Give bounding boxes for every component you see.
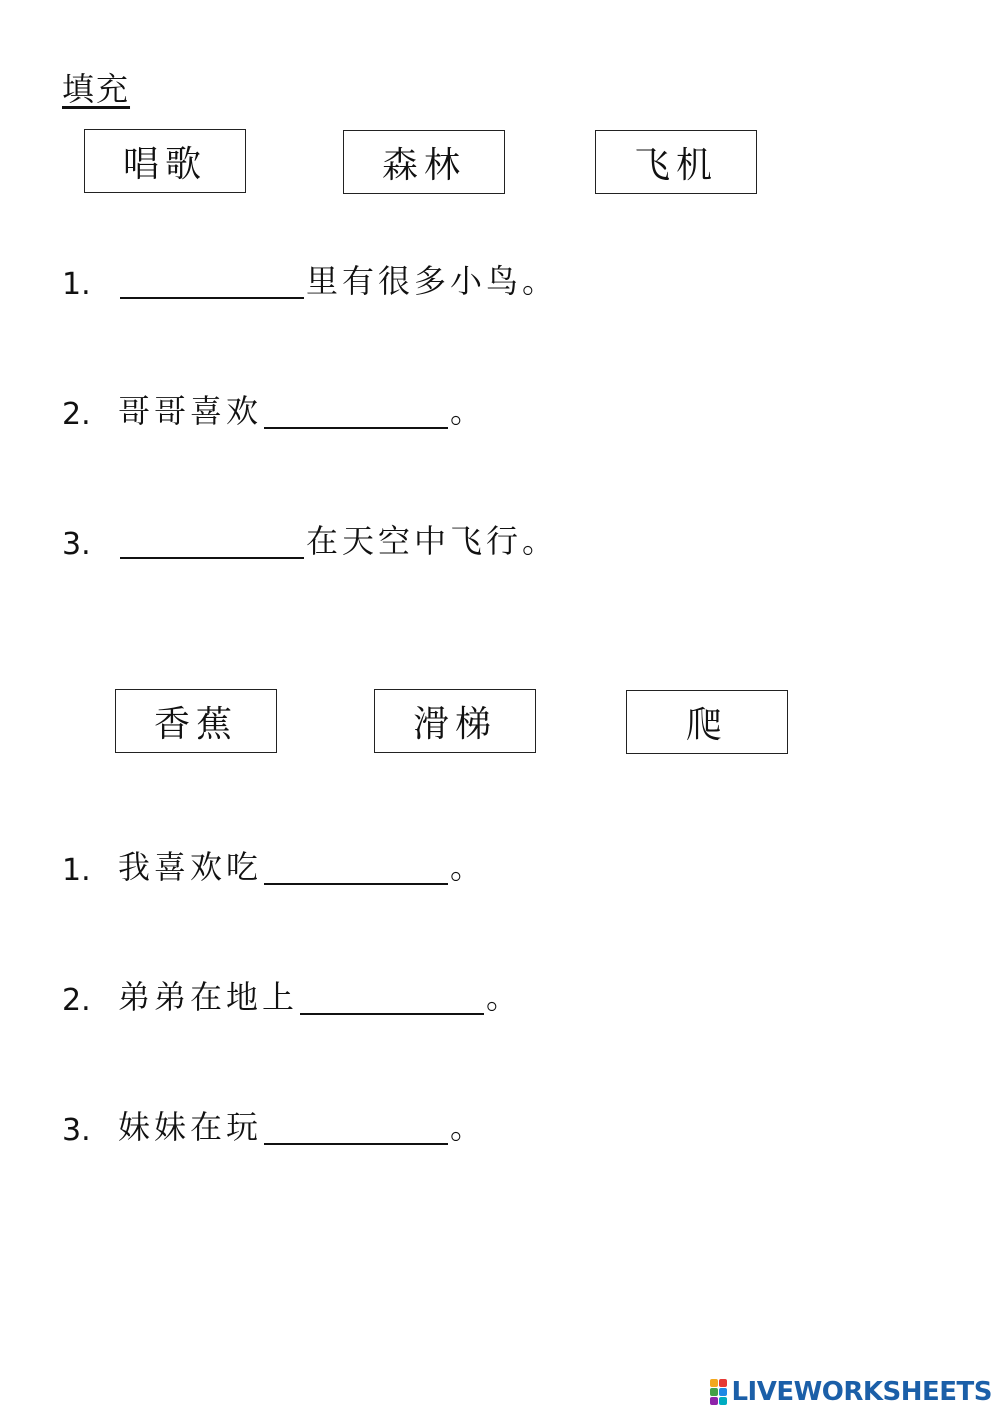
word-bank-item: 唱歌 [84, 129, 246, 193]
answer-blank[interactable] [264, 883, 448, 885]
question-number: 3. [62, 527, 91, 562]
word-bank-item: 森林 [343, 130, 505, 194]
question-number: 1. [62, 853, 91, 888]
answer-blank[interactable] [300, 1013, 484, 1015]
word-bank-item: 飞机 [595, 130, 757, 194]
answer-blank[interactable] [264, 1143, 448, 1145]
question-row [62, 848, 486, 888]
question-text-before: 我喜欢吃 [118, 848, 263, 886]
question-text-after: 在天空中飞行。 [306, 522, 559, 560]
question-text-after: 。 [450, 848, 487, 886]
question-text-after: 。 [450, 1108, 487, 1146]
question-row [62, 522, 558, 562]
question-row [62, 978, 522, 1018]
answer-blank[interactable] [120, 557, 304, 559]
question-number: 3. [62, 1113, 91, 1148]
answer-blank[interactable] [120, 297, 304, 299]
question-row [62, 1108, 486, 1148]
logo-text: LIVEWORKSHEETS [731, 1377, 992, 1407]
liveworksheets-logo-icon [710, 1379, 727, 1405]
question-number: 2. [62, 397, 91, 432]
question-number: 2. [62, 983, 91, 1018]
question-number: 1. [62, 267, 91, 302]
question-text-before: 弟弟在地上 [118, 978, 299, 1016]
question-text-after: 。 [450, 392, 487, 430]
question-row [62, 392, 486, 432]
answer-blank[interactable] [264, 427, 448, 429]
word-bank-item: 爬 [626, 690, 788, 754]
question-text-after: 。 [486, 978, 523, 1016]
question-text-before: 哥哥喜欢 [118, 392, 263, 430]
question-row [62, 262, 558, 302]
word-bank-item: 滑梯 [374, 689, 536, 753]
worksheet-title: 填充 [62, 70, 131, 108]
liveworksheets-logo [710, 1377, 992, 1407]
question-text-before: 妹妹在玩 [118, 1108, 263, 1146]
word-bank-item: 香蕉 [115, 689, 277, 753]
question-text-after: 里有很多小鸟。 [306, 262, 559, 300]
